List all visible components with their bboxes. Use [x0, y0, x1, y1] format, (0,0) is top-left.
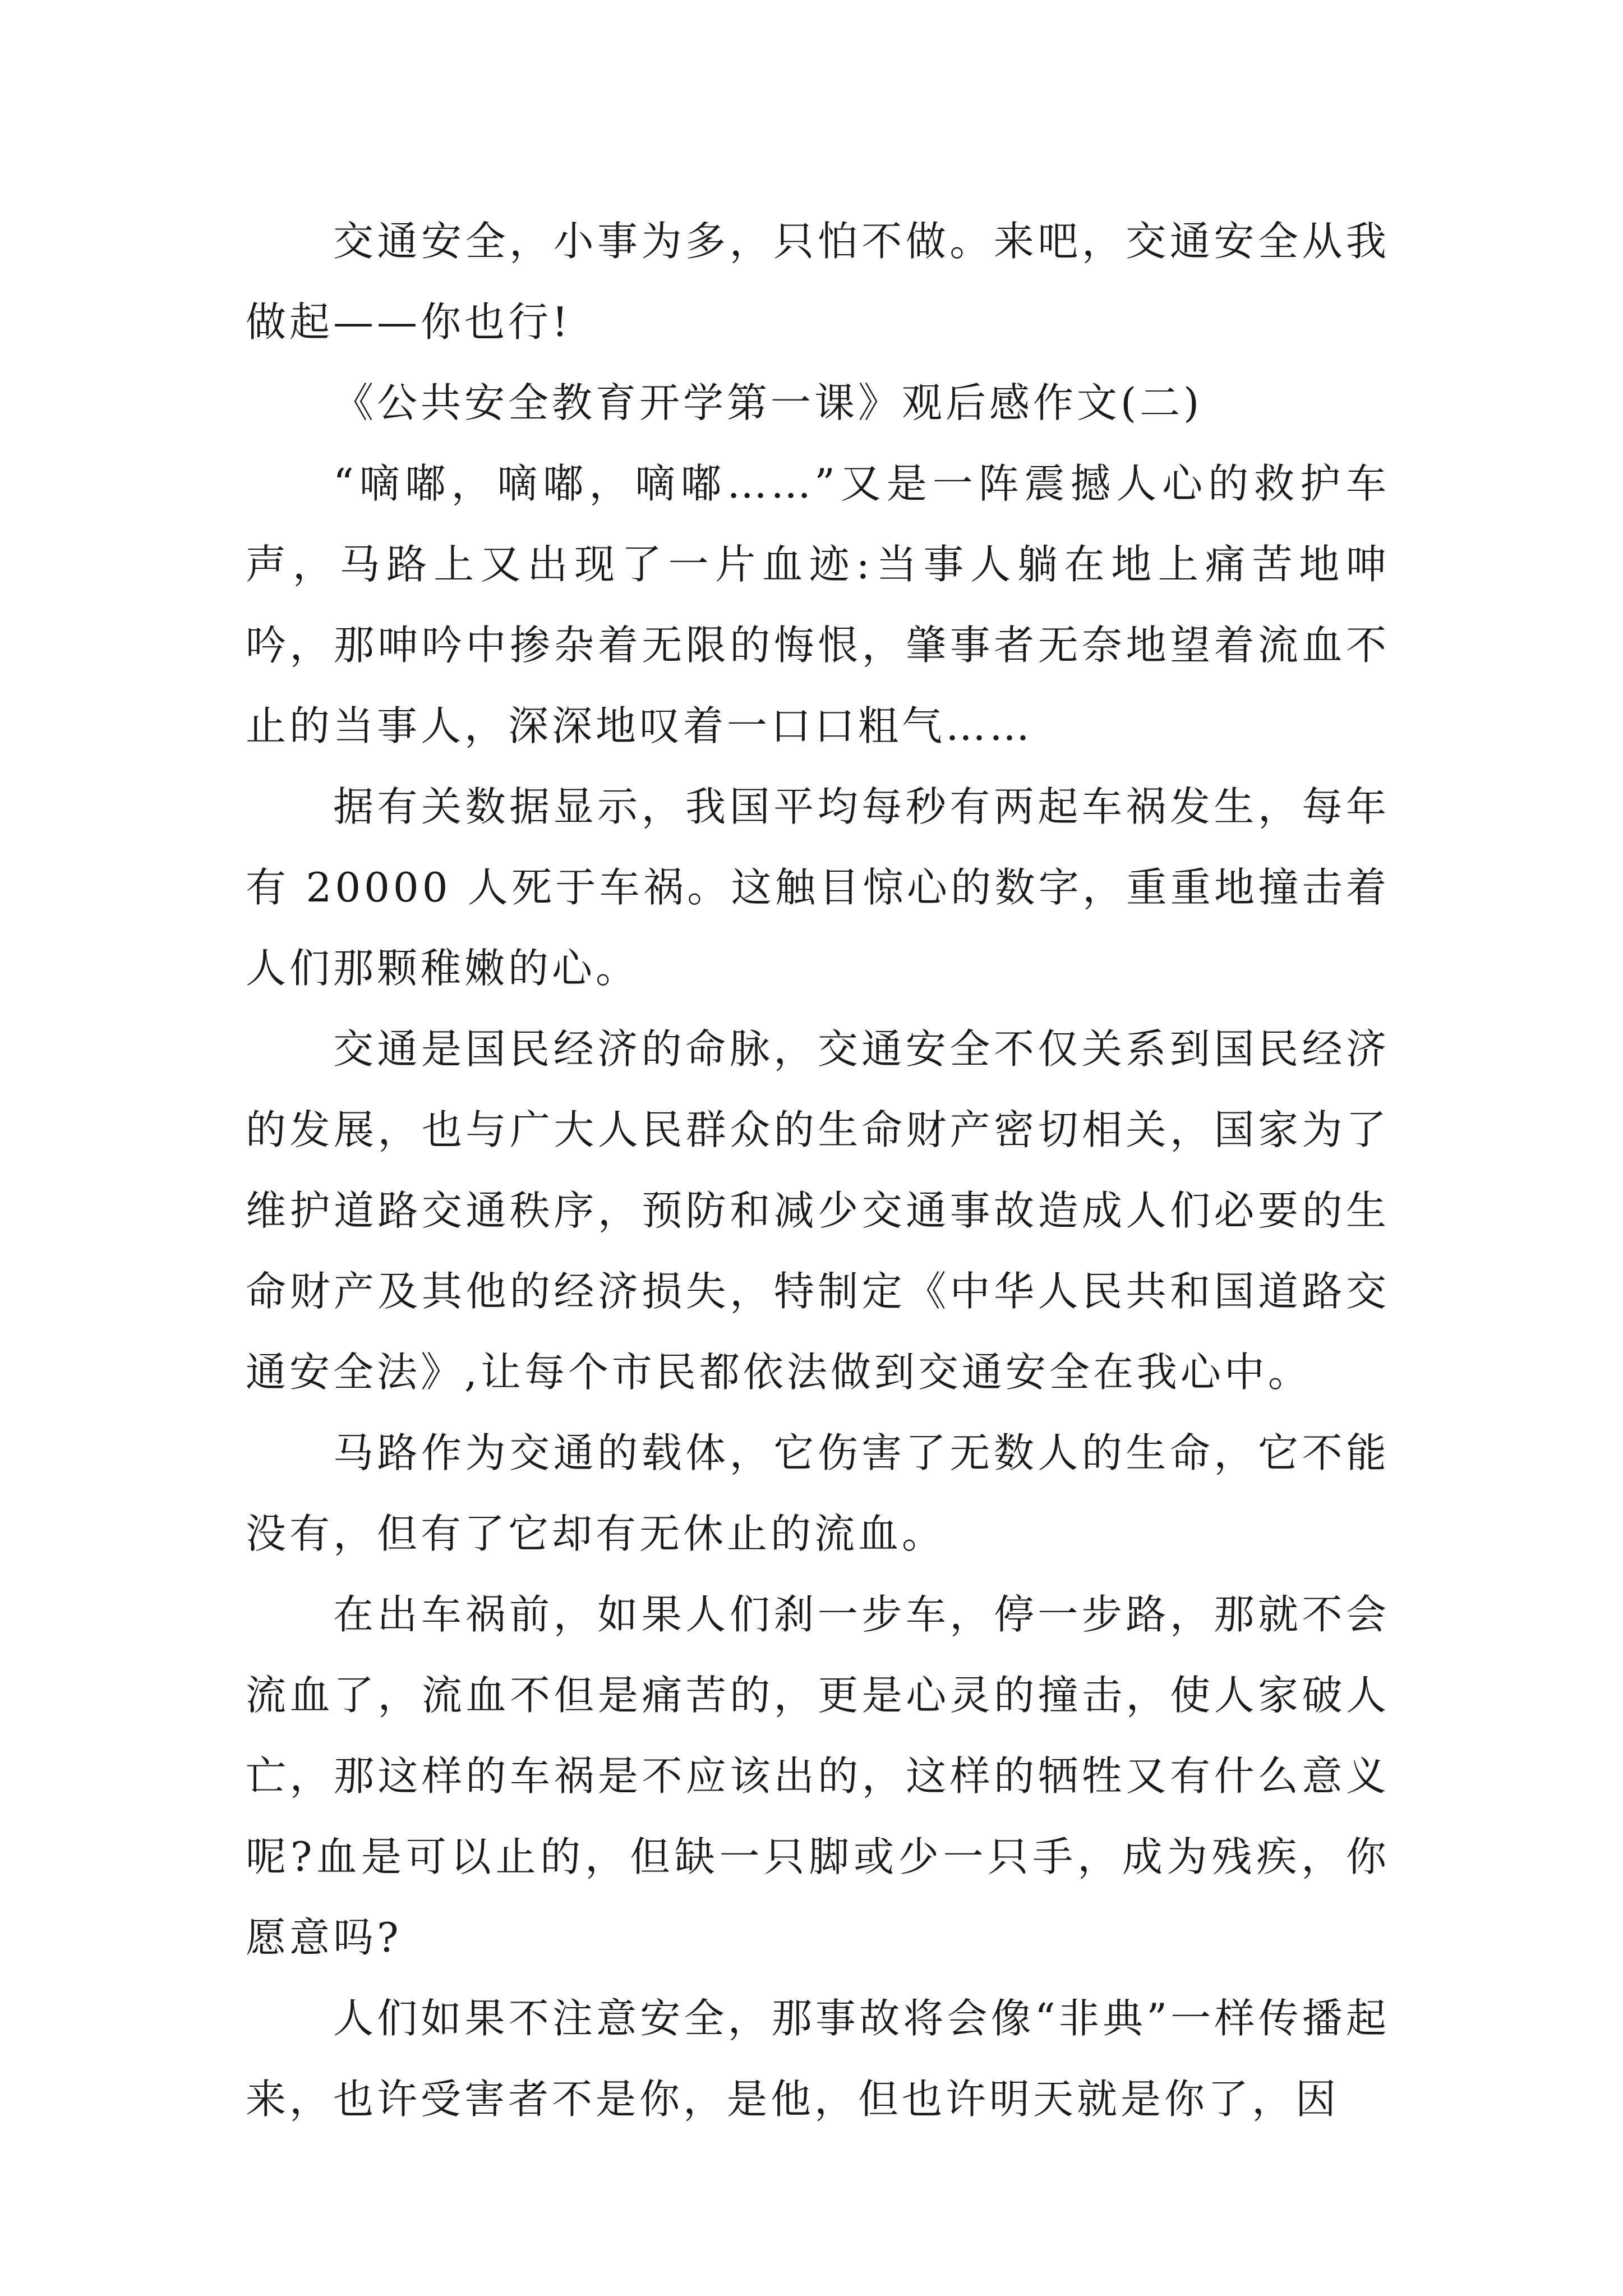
essay-title: 《公共安全教育开学第一课》观后感作文(二) [333, 379, 1203, 426]
paragraph-safety-warning: 人们如果不注意安全，那事故将会像“非典”一样传播起来，也许受害者不是你，是他，但也许明天就是你了，因 [246, 1995, 1390, 2123]
paragraph-ambulance-scene: “嘀嘟，嘀嘟，嘀嘟……”又是一阵震撼人心的救护车声，马路上又出现了一片血迹:当事人躺在地上痛苦地呻吟，那呻吟中掺杂着无限的悔恨，肇事者无奈地望着流血不止的当事人，深深地叹着一口口粗气…… [246, 460, 1390, 749]
paragraph-statistics: 据有关数据显示，我国平均每秒有两起车祸发生，每年有 20000 人死于车祸。这触目惊心的数字，重重地撞击着人们那颗稚嫩的心。 [246, 783, 1390, 992]
paragraph-before-accident: 在出车祸前，如果人们刹一步车，停一步路，那就不会流血了，流血不但是痛苦的，更是心灵的撞击，使人家破人亡，那这样的车祸是不应该出的，这样的牺牲又有什么意义呢?血是可以止的，但缺一只脚或少一只手，成为残疾，你愿意吗? [246, 1591, 1390, 1961]
paragraph-traffic-law: 交通是国民经济的命脉，交通安全不仅关系到国民经济的发展，也与广大人民群众的生命财产密切相关，国家为了维护道路交通秩序，预防和减少交通事故造成人们必要的生命财产及其他的经济损失，特制定《中华人民共和国道路交通安全法》,让每个市民都依法做到交通安全在我心中。 [246, 1025, 1390, 1396]
paragraph-road-carrier: 马路作为交通的载体，它伤害了无数人的生命，它不能没有，但有了它却有无休止的流血。 [246, 1429, 1390, 1557]
document-body [246, 201, 1390, 2139]
paragraph-closing-appeal: 交通安全，小事为多，只怕不做。来吧，交通安全从我做起——你也行! [246, 218, 1390, 346]
